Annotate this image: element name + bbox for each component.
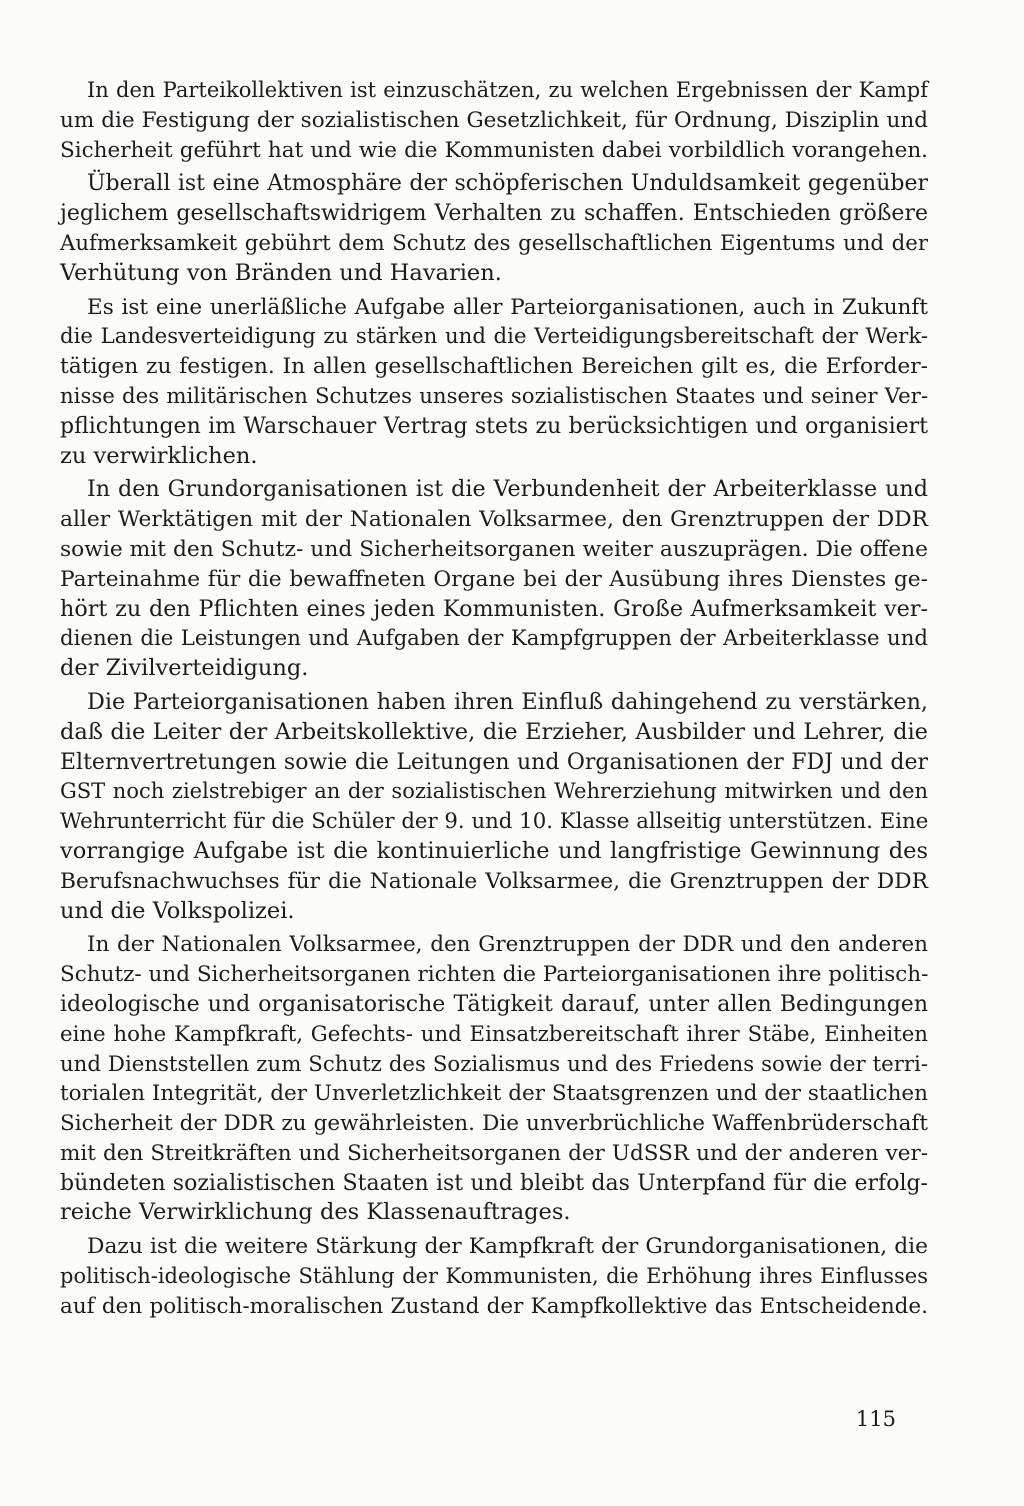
paragraph — [60, 293, 928, 472]
text-line: pflichtungen im Warschauer Vertrag stets zu berücksichtigen und organisiert — [60, 413, 928, 439]
text-line: Aufmerksamkeit gebührt dem Schutz des gesellschaftlichen Eigentums und der — [60, 230, 928, 256]
text-line: In den Grundorganisationen ist die Verbundenheit der Arbeiterklasse und — [87, 476, 928, 503]
text-line: In der Nationalen Volksarmee, den Grenztruppen der DDR und den anderen — [87, 932, 928, 958]
paragraph — [60, 930, 928, 1228]
text-line: auf den politisch-moralischen Zustand der Kampfkollektive das Entscheidende. — [60, 1293, 928, 1319]
text-line: zu verwirklichen. — [60, 442, 258, 469]
text-line: dienen die Leistungen und Aufgaben der Kampfgruppen der Arbeiterklasse und — [60, 626, 928, 652]
text-line: daß die Leiter der Arbeitskollektive, die Erzieher, Ausbilder und Lehrer, die — [60, 718, 928, 745]
text-line: Schutz- und Sicherheitsorganen richten die Parteiorganisationen ihre politisch- — [60, 962, 929, 988]
text-line: nisse des militärischen Schutzes unseres sozialistischen Staates und seiner Ver- — [60, 383, 928, 409]
text-line: aller Werktätigen mit der Nationalen Volksarmee, den Grenztruppen der DDR — [60, 507, 928, 533]
text-line: Verhütung von Bränden und Havarien. — [60, 259, 502, 286]
text-line: Parteinahme für die bewaffneten Organe bei der Ausübung ihres Dienstes ge- — [60, 566, 928, 592]
text-line: der Zivilverteidigung. — [60, 655, 309, 682]
text-line: ideologische und organisatorische Tätigkeit darauf, unter allen Bedingungen — [60, 991, 928, 1017]
paragraph — [60, 1232, 928, 1321]
text-line: Dazu ist die weitere Stärkung der Kampfkraft der Grundorganisationen, die — [87, 1234, 928, 1260]
text-line: sowie mit den Schutz- und Sicherheitsorganen weiter auszuprägen. Die offene — [60, 536, 928, 562]
text-line: die Landesverteidigung zu stärken und die Verteidigungsbereitschaft der Werk- — [60, 324, 928, 350]
text-line: Überall ist eine Atmosphäre der schöpferischen Unduldsamkeit gegenüber — [87, 171, 928, 197]
text-line: Wehrunterricht für die Schüler der 9. und 10. Klasse allseitig unterstützen. Eine — [60, 809, 929, 835]
paragraph — [60, 76, 928, 165]
text-line: Elternvertretungen sowie die Leitungen und Organisationen der FDJ und der — [60, 749, 928, 775]
text-line: torialen Integrität, der Unverletzlichkeit der Staatsgrenzen und der staatlichen — [60, 1081, 928, 1107]
paragraph — [60, 688, 928, 926]
text-line: um die Festigung der sozialistischen Gesetzlichkeit, für Ordnung, Disziplin und — [60, 107, 928, 133]
text-line: GST noch zielstrebiger an der sozialistischen Wehrerziehung mitwirken und den — [60, 779, 928, 804]
paragraph — [60, 475, 928, 684]
text-line: und die Volkspolizei. — [60, 897, 295, 924]
text-line: politisch-ideologische Stählung der Kommunisten, die Erhöhung ihres Einflusses — [60, 1264, 928, 1289]
text-line: vorrangige Aufgabe ist die kontinuierliche und langfristige Gewinnung des — [60, 837, 928, 864]
page-number: 115 — [855, 1407, 896, 1431]
text-line: eine hohe Kampfkraft, Gefechts- und Einsatzbereitschaft ihrer Stäbe, Einheiten — [60, 1021, 928, 1047]
text-line: Es ist eine unerläßliche Aufgabe aller Parteiorganisationen, auch in Zukunft — [87, 294, 928, 320]
text-line: hört zu den Pflichten eines jeden Kommunisten. Große Aufmerksamkeit ver- — [60, 595, 928, 622]
text-line: mit den Streitkräften und Sicherheitsorganen der UdSSR und der anderen ver- — [60, 1140, 928, 1166]
text-line: bündeten sozialistischen Staaten ist und bleibt das Unterpfand für die erfolg- — [60, 1170, 928, 1196]
text-line: und Dienststellen zum Schutz des Sozialismus und des Friedens sowie der terri- — [60, 1051, 928, 1077]
body-text — [60, 76, 928, 1326]
text-line: In den Parteikollektiven ist einzuschätzen, zu welchen Ergebnissen der Kampf — [87, 78, 928, 102]
text-line: jeglichem gesellschaftswidrigem Verhalten zu schaffen. Entschieden größere — [60, 201, 928, 227]
text-line: tätigen zu festigen. In allen gesellschaftlichen Bereichen gilt es, die Erforder- — [60, 354, 928, 380]
text-line: Sicherheit geführt hat und wie die Kommunisten dabei vorbildlich vorangehen. — [60, 137, 928, 163]
text-line: Sicherheit der DDR zu gewährleisten. Die unverbrüchliche Waffenbrüderschaft — [60, 1111, 928, 1137]
paragraph — [60, 169, 928, 288]
text-line: Berufsnachwuchses für die Nationale Volksarmee, die Grenztruppen der DDR — [60, 868, 928, 894]
text-line: reiche Verwirklichung des Klassenauftrages. — [60, 1199, 571, 1226]
text-line: Die Parteiorganisationen haben ihren Einfluß dahingehend zu verstärken, — [87, 688, 928, 715]
